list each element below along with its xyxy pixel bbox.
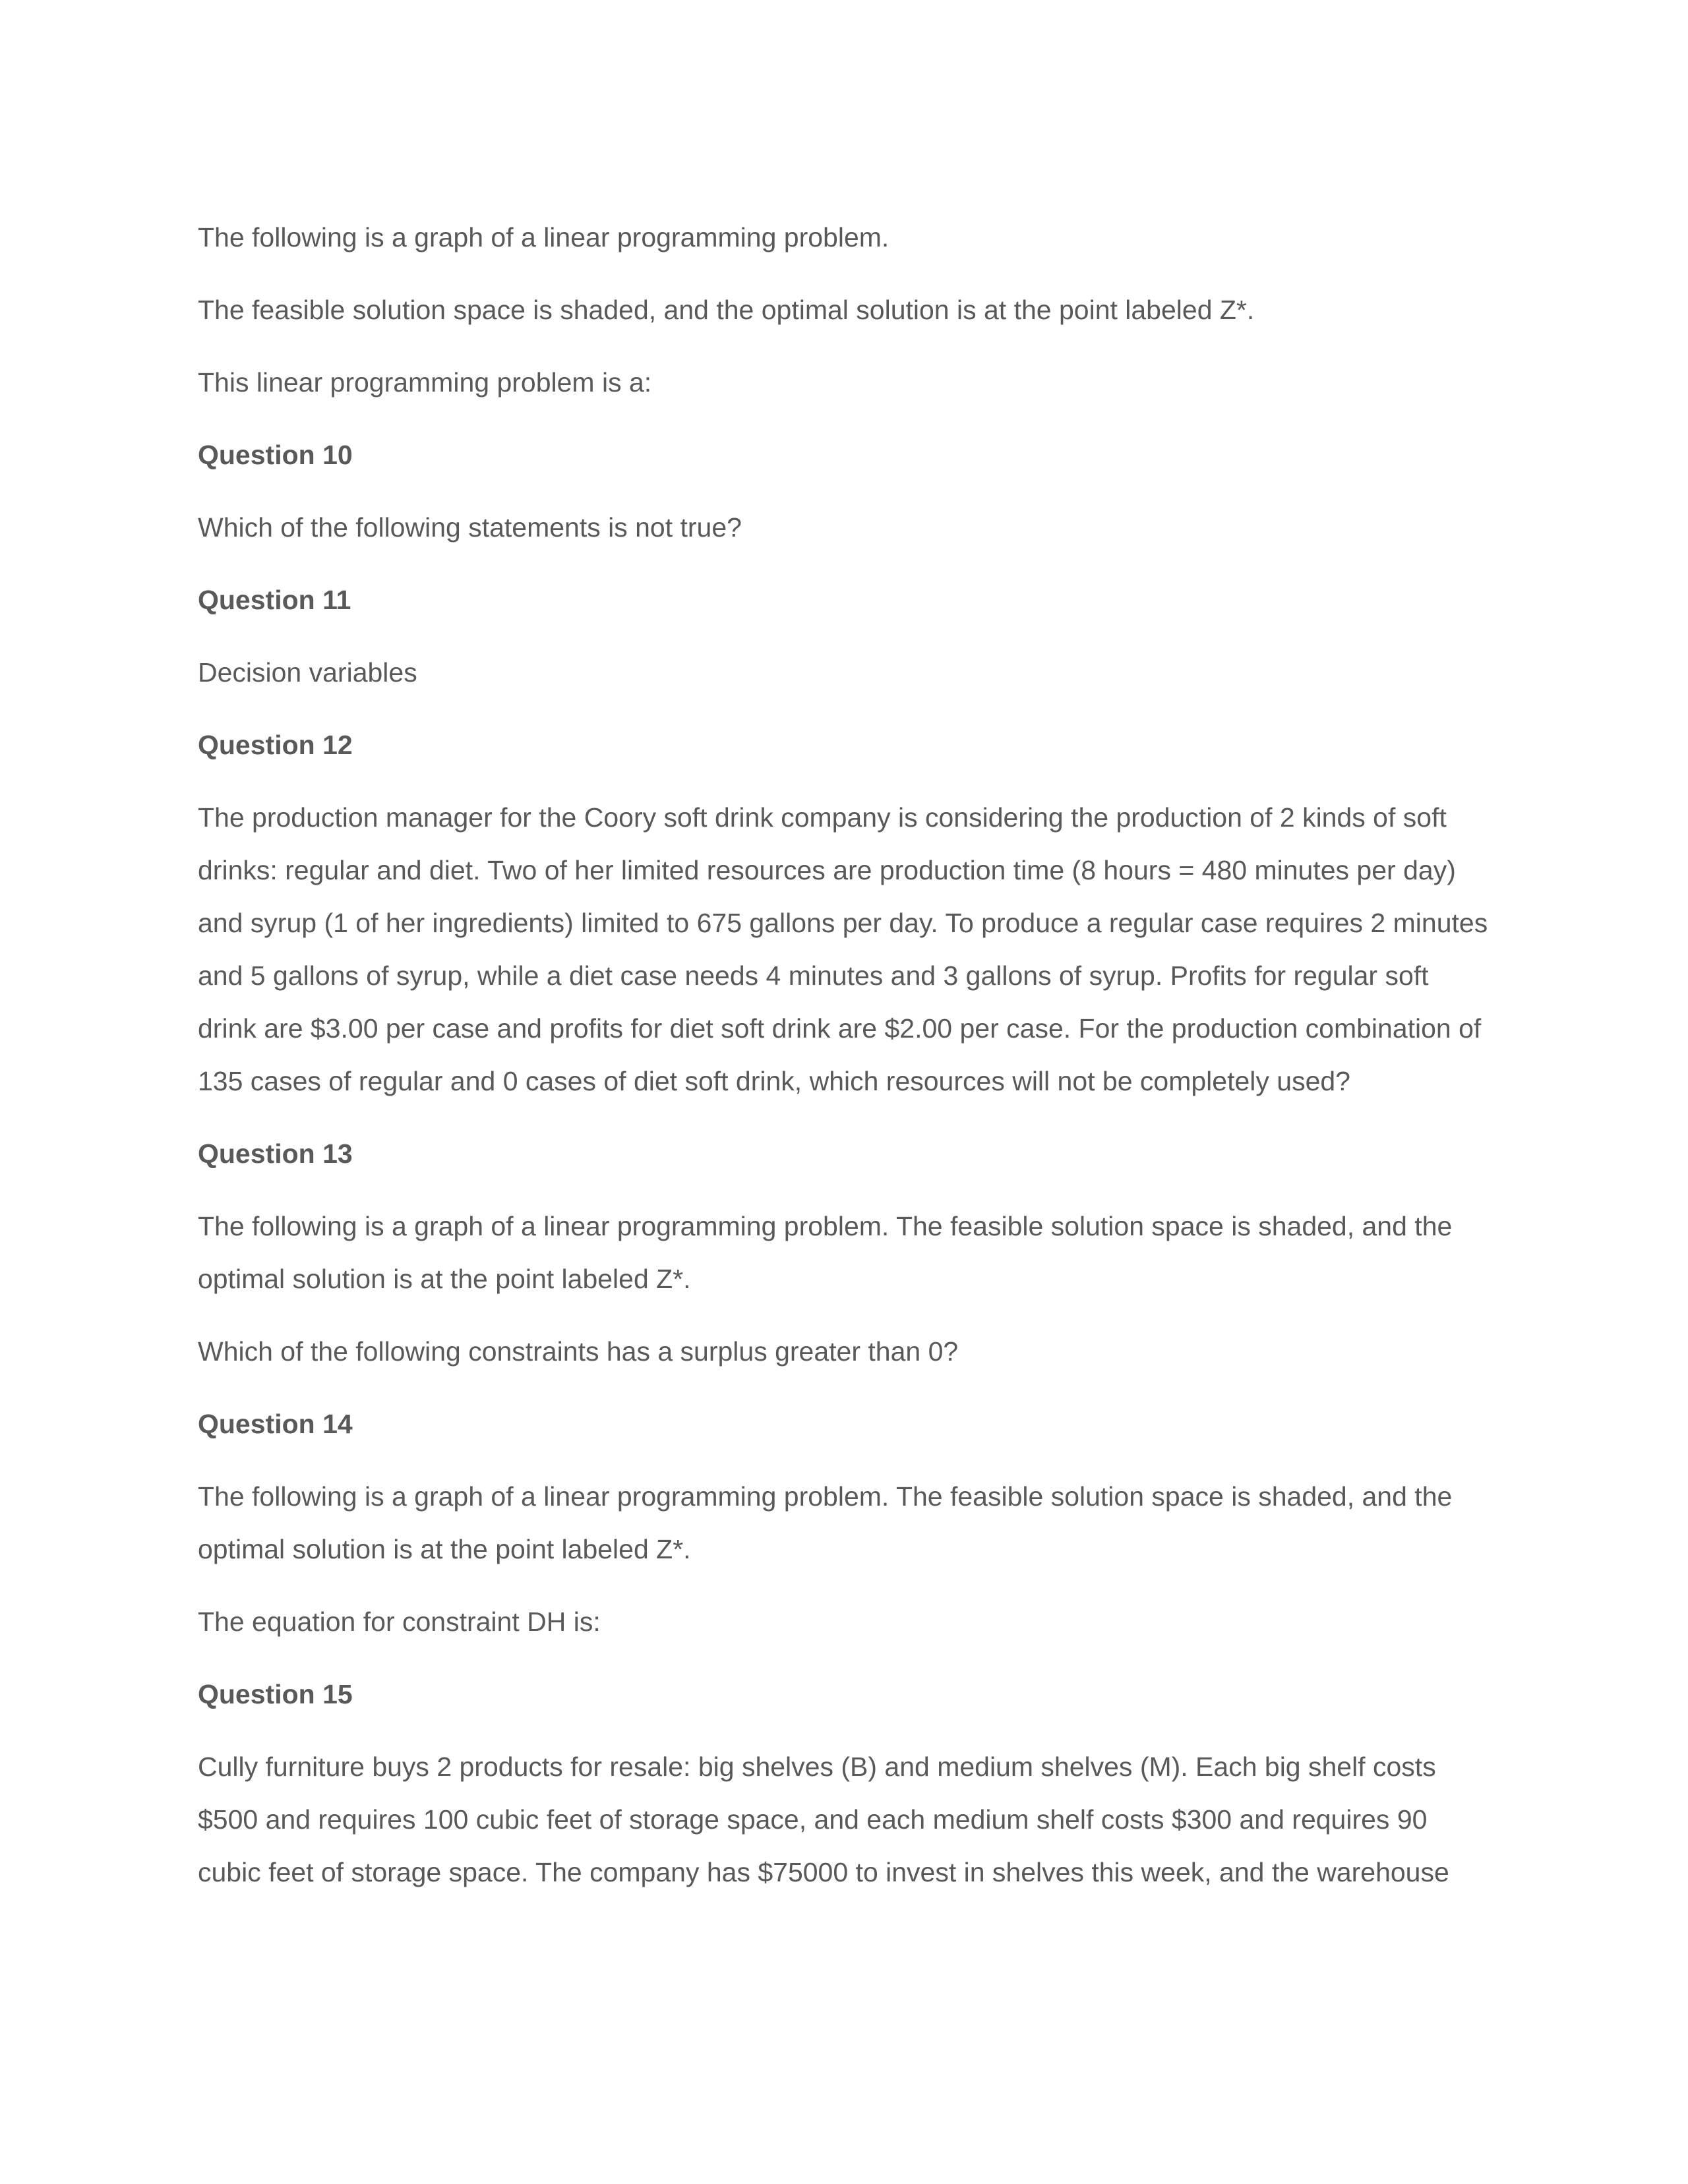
question-14-text: The following is a graph of a linear programming problem. The feasible solution space is shaded, and the optimal solution is at the point labeled Z*. — [198, 1481, 1453, 1564]
question-13-heading: Question 13 — [198, 1138, 353, 1169]
intro-line-1: The following is a graph of a linear programming problem. — [198, 222, 889, 252]
question-13-prompt: Which of the following constraints has a surplus greater than 0? — [198, 1336, 959, 1367]
question-13-text: The following is a graph of a linear programming problem. The feasible solution space is shaded, and the optimal solution is at the point labeled Z*. — [198, 1211, 1453, 1294]
question-15-text: Cully furniture buys 2 products for resale: big shelves (B) and medium shelves (M). Each big shelf costs $500 and requires 100 cubic feet of storage space, and each medium shelf costs $300 and requires 90 cubic feet of storage space. The company has $75000 to invest in shelves this week, and the warehouse — [198, 1752, 1449, 1887]
question-15-heading: Question 15 — [198, 1679, 353, 1709]
question-14-prompt: The equation for constraint DH is: — [198, 1607, 601, 1637]
document-body — [198, 211, 1490, 1918]
intro-line-3: This linear programming problem is a: — [198, 367, 652, 398]
intro-line-2: The feasible solution space is shaded, and the optimal solution is at the point labeled Z*. — [198, 295, 1255, 325]
question-10-text: Which of the following statements is not true? — [198, 512, 742, 543]
question-11-heading: Question 11 — [198, 585, 351, 615]
question-10-heading: Question 10 — [198, 440, 353, 470]
question-14-heading: Question 14 — [198, 1409, 353, 1439]
question-11-text: Decision variables — [198, 657, 417, 688]
question-12-heading: Question 12 — [198, 730, 353, 760]
question-12-text: The production manager for the Coory soft drink company is considering the production of 2 kinds of soft drinks: regular and diet. Two of her limited resources are production time (8 hours = 480 minutes per day) and syrup (1 of her ingredients) limited to 675 gallons per day. To produce a regular case requires 2 minutes and 5 gallons of syrup, while a diet case needs 4 minutes and 3 gallons of syrup. Profits for regular soft drink are $3.00 per case and profits for diet soft drink are $2.00 per case. For the production combination of 135 cases of regular and 0 cases of diet soft drink, which resources will not be completely used? — [198, 802, 1488, 1096]
